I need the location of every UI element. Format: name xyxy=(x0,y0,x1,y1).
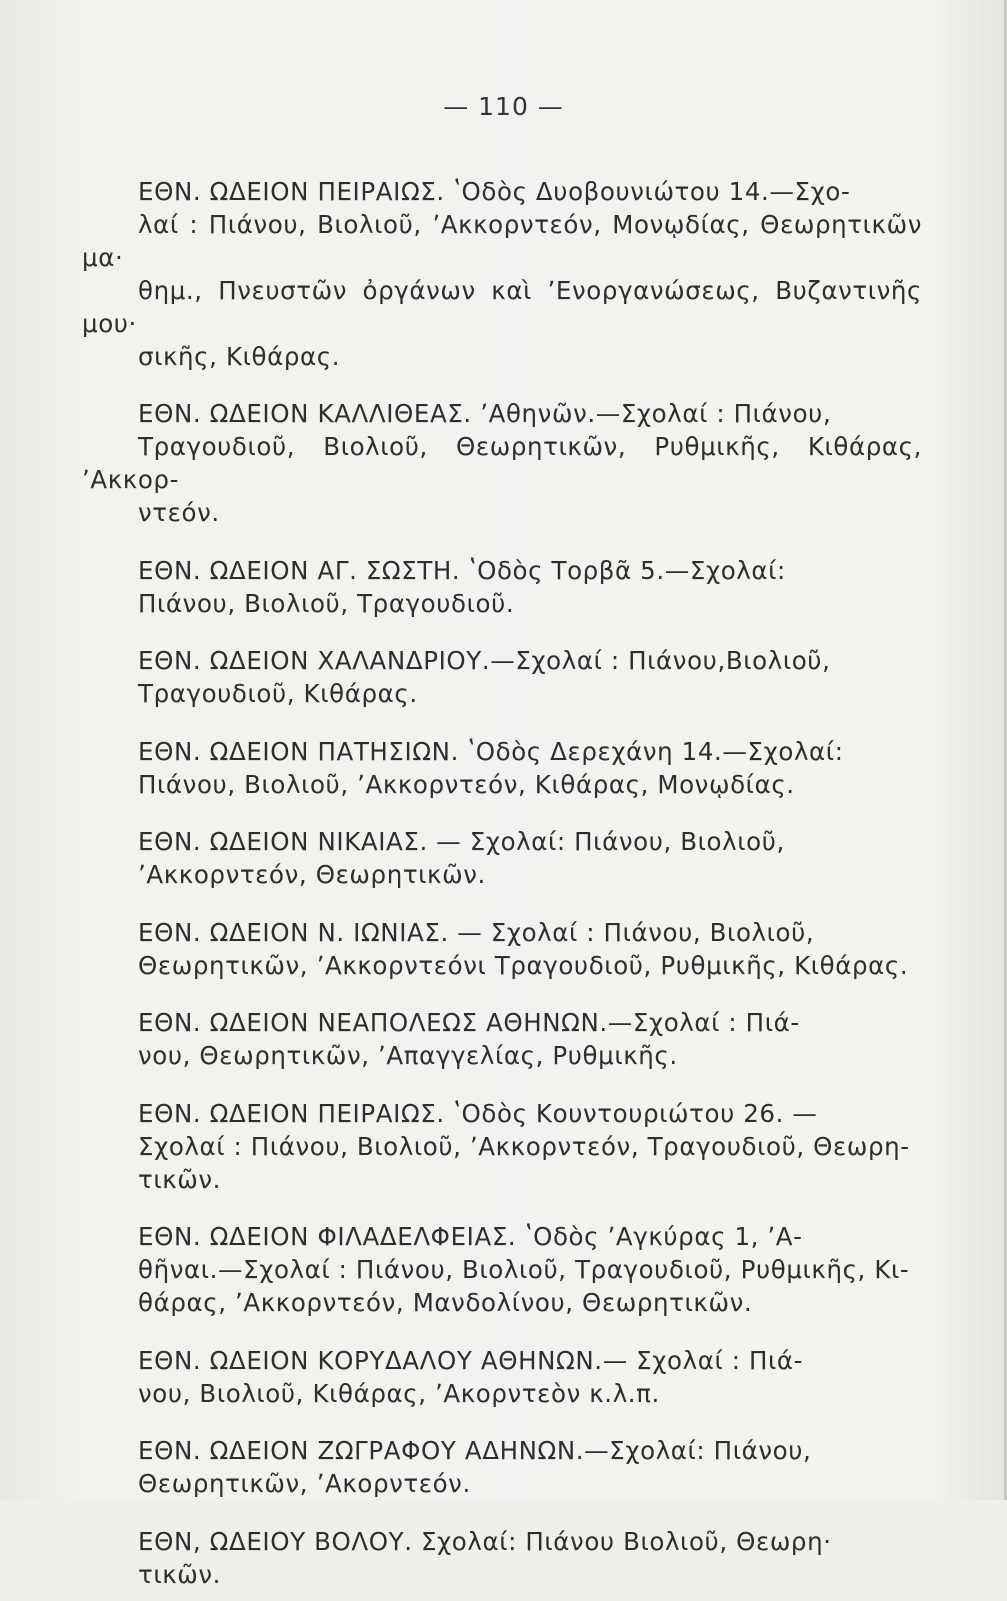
text-line: ΕΘΝ. ΩΔΕΙΟΝ ΚΑΛΛΙΘΕΑΣ. ʼΑθηνῶν.—Σχολαί : Πιάνου, xyxy=(138,399,832,428)
text-line: νου, Θεωρητικῶν, ʼΑπαγγελίας, Ρυθμικῆς. xyxy=(138,1041,678,1070)
text-line: ΕΘΝ. ΩΔΕΙΟΝ ΝΕΑΠΟΛΕΩΣ ΑΘΗΝΩΝ.—Σχολαί : Πιά- xyxy=(138,1008,800,1037)
text-line: Τραγουδιοῦ, Βιολιοῦ, Θεωρητικῶν, Ρυθμικῆς, Κιθάρας, ʼΑκκορ- xyxy=(82,432,922,494)
text-line: νου, Βιολιοῦ, Κιθάρας, ʼΑκορντεὸν κ.λ.π. xyxy=(138,1378,660,1408)
entry-odeion-patision xyxy=(82,735,922,801)
text-line: ΕΘΝ. ΩΔΕΙΟΝ ΧΑΛΑΝΔΡΙΟΥ.—Σχολαί : Πιάνου,Βιολιοῦ, xyxy=(138,646,831,675)
entry-odeion-n-ionias xyxy=(82,916,922,982)
text-line: ΕΘΝ. ΩΔΕΙΟΝ ΖΩΓΡΑΦΟΥ ΑΔΗΝΩΝ.—Σχολαί: Πιάνου, xyxy=(138,1436,812,1465)
text-line: Σχολαί : Πιάνου, Βιολιοῦ, ʼΑκκορντεόν, Τραγουδιοῦ, Θεωρη- xyxy=(138,1131,910,1161)
text-line: ΕΘΝ. ΩΔΕΙΟΝ ΚΟΡΥΔΑΛΟΥ ΑΘΗΝΩΝ.— Σχολαί : Πιά- xyxy=(138,1345,804,1375)
text-line: Πιάνου, Βιολιοῦ, Τραγουδιοῦ. xyxy=(138,588,515,618)
text-line: ΕΘΝ. ΩΔΕΙΟΝ ΝΙΚΑΙΑΣ. — Σχολαί: Πιάνου, Βιολιοῦ, xyxy=(138,827,785,856)
text-line: λαί : Πιάνου, Βιολιοῦ, ʼΑκκορντεόν, Μονῳδίας, Θεωρητικῶν μα· xyxy=(82,209,922,272)
text-line: ΕΘΝ, ΩΔΕΙΟΥ ΒΟΛΟΥ. Σχολαί: Πιάνου Βιολιοῦ, Θεωρη· xyxy=(138,1526,832,1556)
entry-odeion-kallitheas xyxy=(82,397,922,529)
entry-odeion-korydalou xyxy=(82,1344,922,1410)
text-line: σικῆς, Κιθάρας. xyxy=(138,341,341,371)
text-line: θάρας, ʼΑκκορντεόν, Μανδολίνου, Θεωρητικῶν. xyxy=(138,1288,753,1317)
entry-odeion-peiraios-2 xyxy=(82,1097,922,1196)
entry-odeion-volou xyxy=(82,1525,922,1591)
text-line: τικῶν. xyxy=(138,1559,222,1589)
text-line: ΕΘΝ. ΩΔΕΙΟΝ ΠΕΙΡΑΙΩΣ. ʽΟδὸς Κουντουριώτου 26. — xyxy=(138,1098,818,1128)
text-line: Θεωρητικῶν, ʼΑκκορντεόνι Τραγουδιοῦ, Ρυθμικῆς, Κιθάρας. xyxy=(138,950,909,980)
text-line: ΕΘΝ. ΩΔΕΙΟΝ Ν. ΙΩΝΙΑΣ. — Σχολαί : Πιάνου, Βιολιοῦ, xyxy=(138,917,815,947)
text-line: Θεωρητικῶν, ʼΑκορντεόν. xyxy=(138,1469,471,1498)
entry-odeion-neapoleos-athinon xyxy=(82,1006,922,1072)
entry-odeion-zografou xyxy=(82,1434,922,1500)
entry-odeion-peiraios-1 xyxy=(82,175,922,373)
text-line: ΕΘΝ. ΩΔΕΙΟΝ ΑΓ. ΣΩΣΤΗ. ʽΟδὸς Τορβᾶ 5.—Σχολαί: xyxy=(138,555,786,585)
text-line: ντεόν. xyxy=(138,498,220,527)
page-body xyxy=(82,150,922,1601)
entry-odeion-ag-sosti xyxy=(82,554,922,620)
text-line: Τραγουδιοῦ, Κιθάρας. xyxy=(138,679,418,708)
text-line: ΕΘΝ. ΩΔΕΙΟΝ ΠΑΤΗΣΙΩΝ. ʽΟδὸς Δερεχάνη 14.—Σχολαί: xyxy=(138,736,844,766)
text-line: ʼΑκκορντεόν, Θεωρητικῶν. xyxy=(138,860,486,889)
text-line: ΕΘΝ. ΩΔΕΙΟΝ ΠΕΙΡΑΙΩΣ. ʽΟδὸς Δυοβουνιώτου 14.—Σχο- xyxy=(138,176,851,206)
text-line: τικῶν. xyxy=(138,1164,222,1194)
page-number: — 110 — xyxy=(443,92,564,121)
entry-odeion-chalandriou xyxy=(82,644,922,710)
entry-odeion-nikaias xyxy=(82,825,922,891)
text-line: θῆναι.—Σχολαί : Πιάνου, Βιολιοῦ, Τραγουδιοῦ, Ρυθμικῆς, Κι- xyxy=(138,1255,910,1284)
entry-odeion-filadelfeias xyxy=(82,1220,922,1319)
text-line: Πιάνου, Βιολιοῦ, ʼΑκκορντεόν, Κιθάρας, Μονῳδίας. xyxy=(138,769,795,799)
text-line: ΕΘΝ. ΩΔΕΙΟΝ ΦΙΛΑΔΕΛΦΕΙΑΣ. ʽΟδὸς ʼΑγκύρας 1, ʼΑ- xyxy=(138,1222,803,1251)
text-line: θημ., Πνευστῶν ὀργάνων καὶ ʼΕνοργανώσεως, Βυζαντινῆς μου· xyxy=(82,275,922,338)
